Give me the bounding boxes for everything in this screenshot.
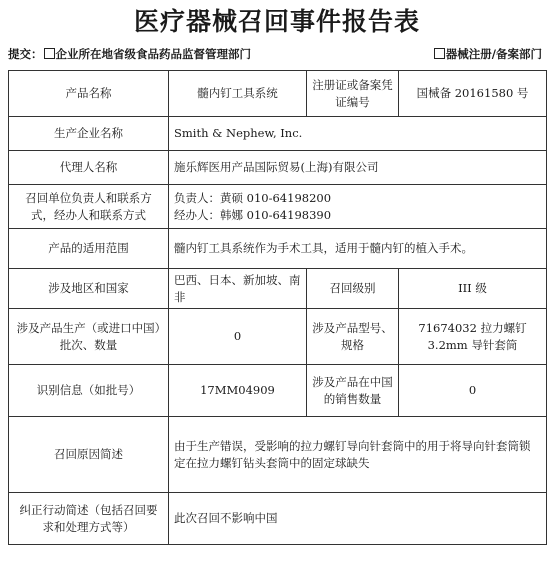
scope-label: 产品的适用范围 <box>9 229 169 269</box>
submit-right <box>433 46 542 62</box>
product-name-label: 产品名称 <box>9 71 169 117</box>
agent-value: 施乐辉医用产品国际贸易(上海)有限公司 <box>169 151 547 185</box>
checkbox-registration-dept[interactable] <box>434 48 445 59</box>
row-identification <box>9 365 547 417</box>
row-contact <box>9 185 547 229</box>
page-title: 医疗器械召回事件报告表 <box>133 7 420 36</box>
registration-value: 国械备 20161580 号 <box>399 71 547 117</box>
identification-value: 17MM04909 <box>169 365 307 417</box>
recall-report-table <box>8 70 547 545</box>
registration-label: 注册证或备案凭证编号 <box>307 71 399 117</box>
reason-value: 由于生产错误，受影响的拉力螺钉导向针套筒中的用于将导向针套筒锁定在拉力螺钉钻头套筒中的固定球缺失 <box>169 417 547 493</box>
submit-row <box>8 46 546 64</box>
batches-label: 涉及产品生产（或进口中国）批次、数量 <box>9 309 169 365</box>
registration-dept-label: 器械注册/备案部门 <box>445 47 542 61</box>
scope-value: 髓内钉工具系统作为手术工具，适用于髓内钉的植入手术。 <box>169 229 547 269</box>
provincial-label: 企业所在地省级食品药品监督管理部门 <box>55 47 251 61</box>
row-agent <box>9 151 547 185</box>
correction-value: 此次召回不影响中国 <box>169 493 547 545</box>
model-label: 涉及产品型号、规格 <box>307 309 399 365</box>
product-name-value: 髓内钉工具系统 <box>169 71 307 117</box>
row-regions <box>9 269 547 309</box>
correction-label: 纠正行动简述（包括召回要求和处理方式等） <box>9 493 169 545</box>
row-correction <box>9 493 547 545</box>
agent-label: 代理人名称 <box>9 151 169 185</box>
recall-level-label: 召回级别 <box>307 269 399 309</box>
row-manufacturer <box>9 117 547 151</box>
manufacturer-value: Smith & Nephew, Inc. <box>169 117 547 151</box>
china-sales-label: 涉及产品在中国的销售数量 <box>307 365 399 417</box>
regions-label: 涉及地区和国家 <box>9 269 169 309</box>
batches-value: 0 <box>169 309 307 365</box>
row-product-name <box>9 71 547 117</box>
contact-value <box>169 185 547 229</box>
recall-level-value: III 级 <box>399 269 547 309</box>
reason-label: 召回原因简述 <box>9 417 169 493</box>
submit-left <box>8 46 251 62</box>
china-sales-value: 0 <box>399 365 547 417</box>
contact-line-responsible: 负责人：黄硕 010-64198200 <box>174 190 332 205</box>
regions-value: 巴西、日本、新加坡、南非 <box>169 269 307 309</box>
row-scope <box>9 229 547 269</box>
row-reason <box>9 417 547 493</box>
contact-label: 召回单位负责人和联系方式，经办人和联系方式 <box>9 185 169 229</box>
submit-prefix: 提交： <box>8 47 43 61</box>
model-value: 71674032 拉力螺钉 3.2mm 导针套筒 <box>399 309 547 365</box>
checkbox-provincial[interactable] <box>44 48 55 59</box>
identification-label: 识别信息（如批号） <box>9 365 169 417</box>
row-batches <box>9 309 547 365</box>
manufacturer-label: 生产企业名称 <box>9 117 169 151</box>
contact-line-handler: 经办人：韩娜 010-64198390 <box>174 207 332 222</box>
